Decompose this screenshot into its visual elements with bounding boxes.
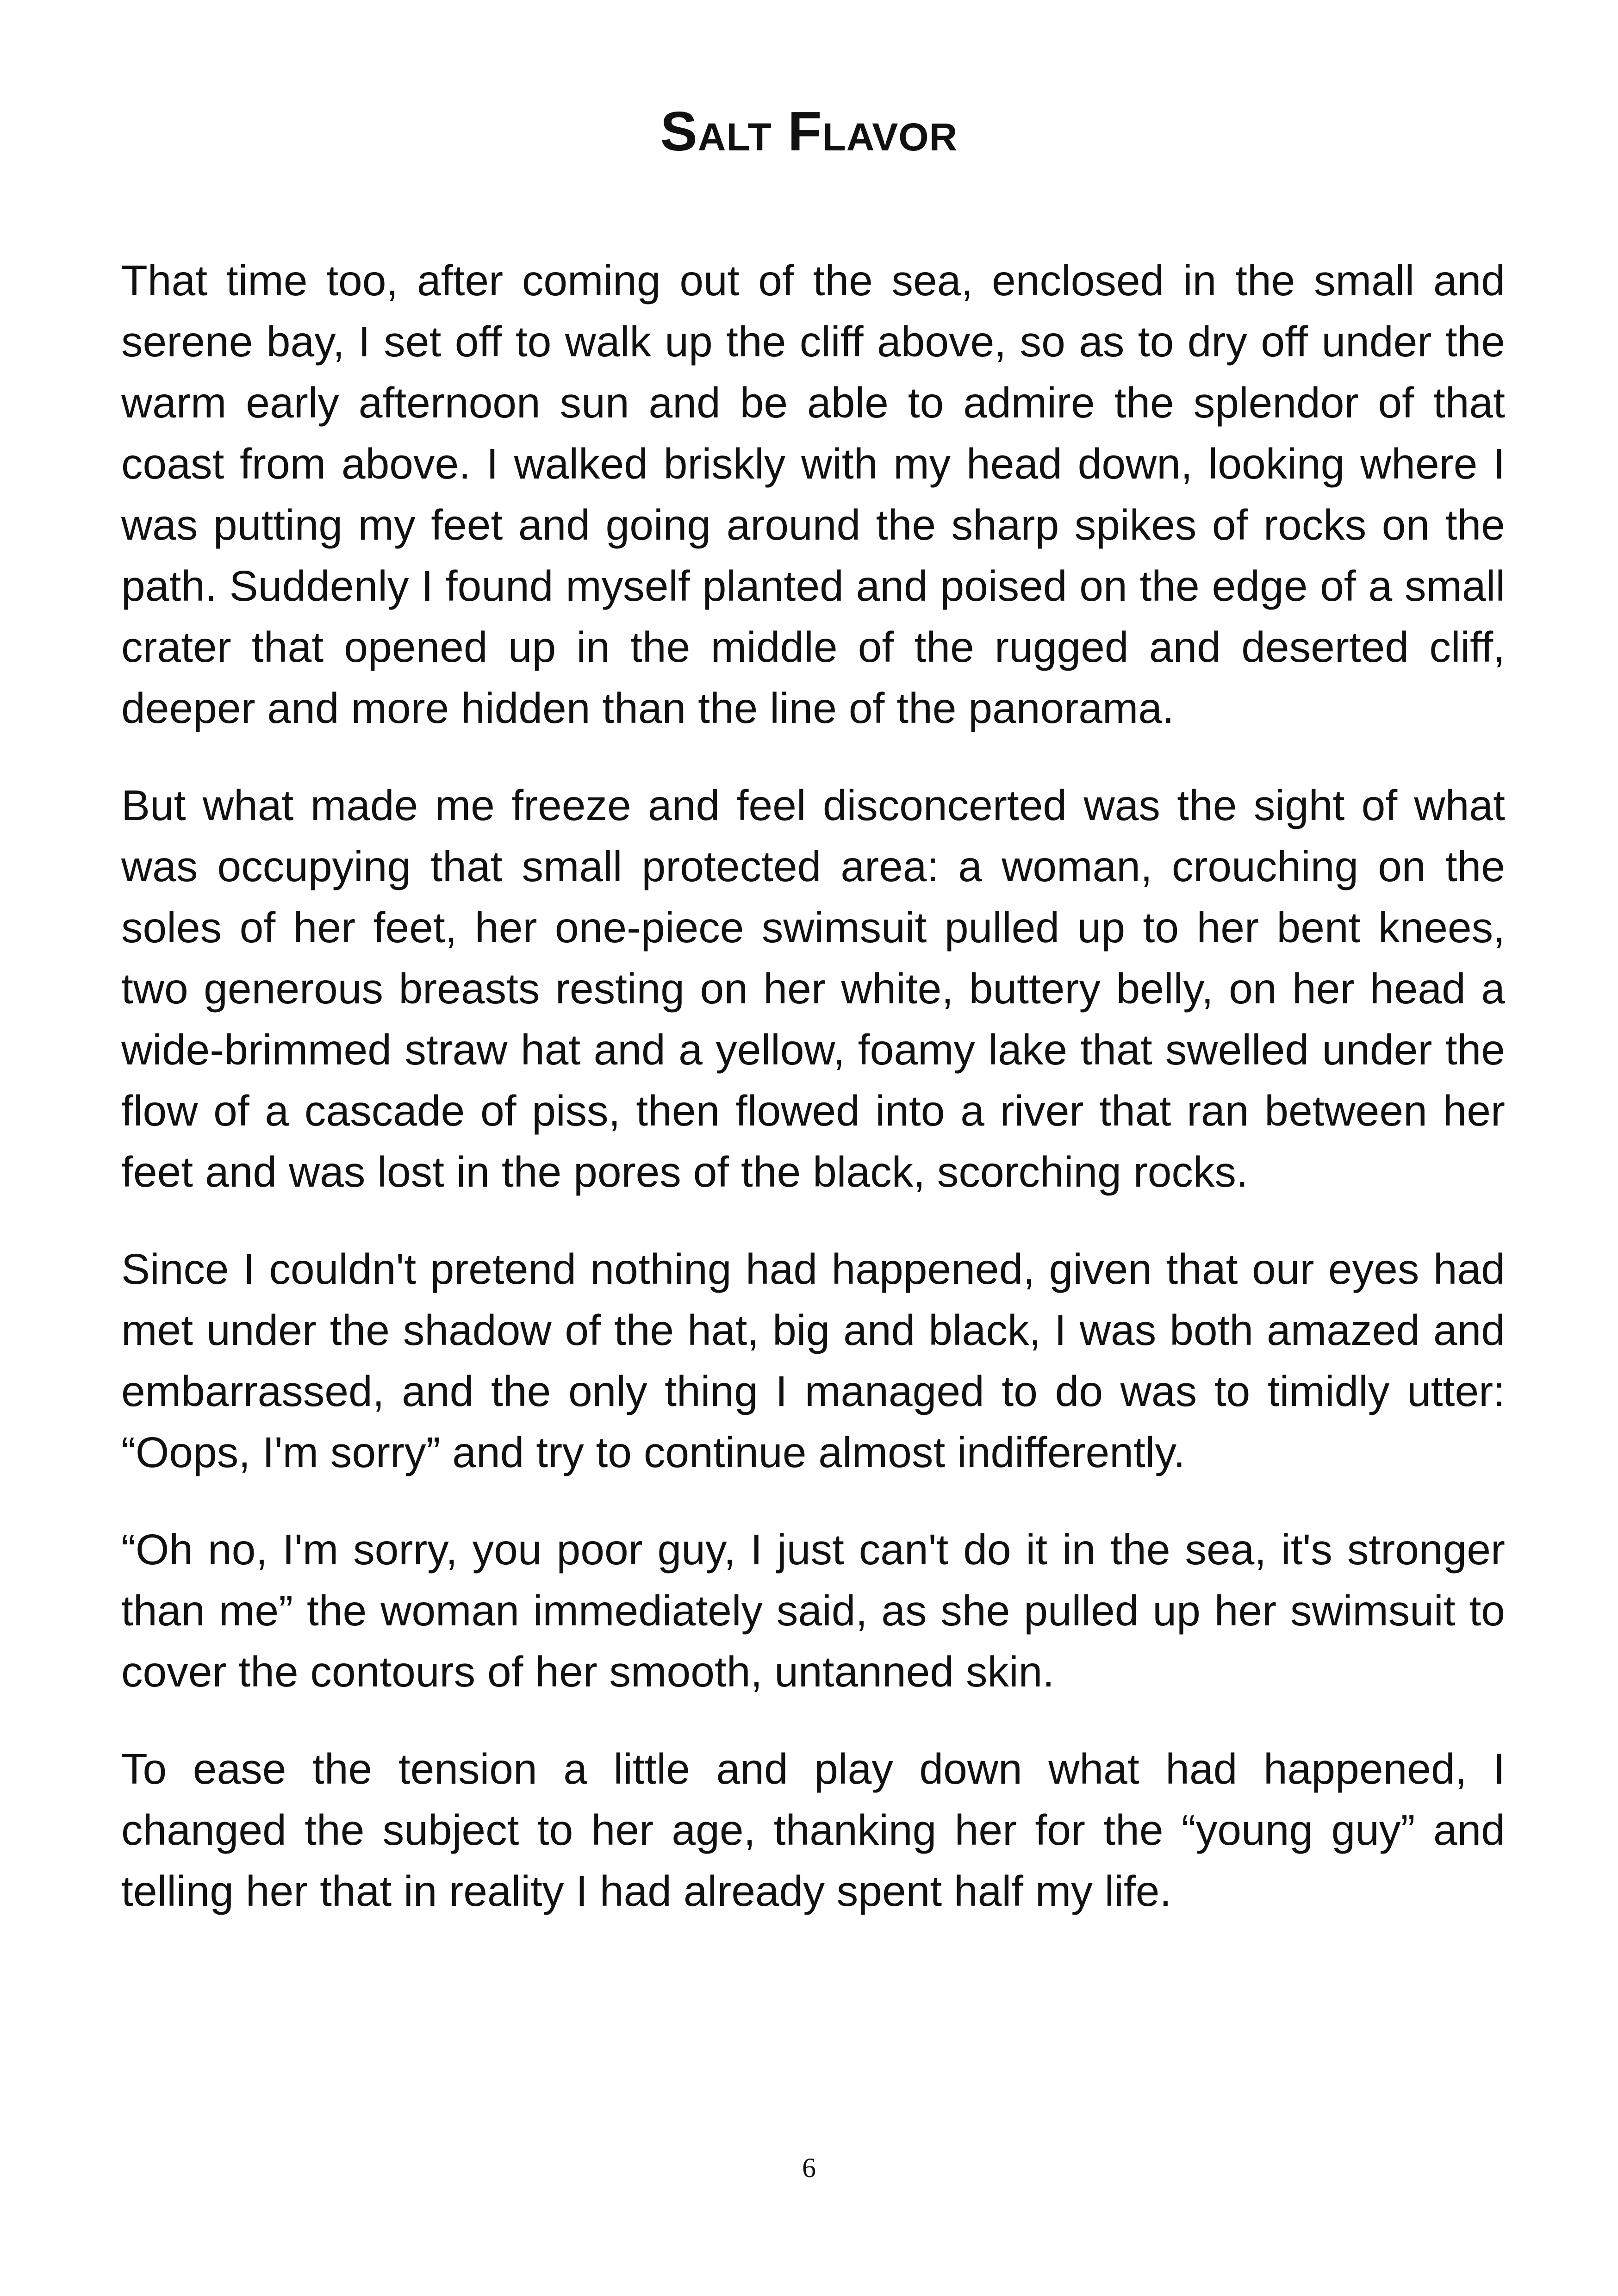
body-text xyxy=(121,250,1505,1958)
page-number: 6 xyxy=(802,2153,816,2183)
paragraph-2: But what made me freeze and feel disconcerted was the sight of what was occupying that small protected area: a woman, crouching on the soles of her feet, her one-piece swimsuit pulled up to her bent knees, two generous breasts resting on her white, buttery belly, on her head a wide-brimmed straw hat and a yellow, foamy lake that swelled under the flow of a cascade of piss, then flowed into a river that ran between her feet and was lost in the pores of the black, scorching rocks. xyxy=(121,781,1505,1196)
page-title: Salt Flavor xyxy=(660,100,958,162)
paragraph-5: To ease the tension a little and play down what had happened, I changed the subject to her age, thanking her for the “young guy” and telling her that in reality I had already spent half my life. xyxy=(121,1745,1505,1915)
paragraph-4: “Oh no, I'm sorry, you poor guy, I just can't do it in the sea, it's stronger than me” the woman immediately said, as she pulled up her swimsuit to cover the contours of her smooth, untanned skin. xyxy=(121,1525,1505,1696)
paragraph-3: Since I couldn't pretend nothing had happened, given that our eyes had met under the shadow of the hat, big and black, I was both amazed and embarrassed, and the only thing I managed to do was to timidly utter: “Oops, I'm sorry” and try to continue almost indifferently. xyxy=(121,1245,1505,1476)
paragraph-1: That time too, after coming out of the sea, enclosed in the small and serene bay, I set off to walk up the cliff above, so as to dry off under the warm early afternoon sun and be able to admire the splendor of that coast from above. I walked briskly with my head down, looking where I was putting my feet and going around the sharp spikes of rocks on the path. Suddenly I found myself planted and poised on the edge of a small crater that opened up in the middle of the rugged and deserted cliff, deeper and more hidden than the line of the panorama. xyxy=(121,256,1505,732)
